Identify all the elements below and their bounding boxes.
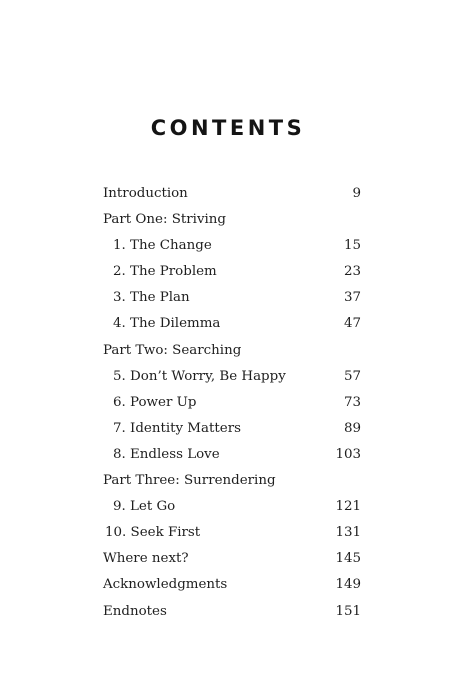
- toc-entry-label: Where next?: [103, 551, 189, 567]
- toc-part-three-heading: [103, 468, 361, 494]
- toc-part-label: Part Three: Surrendering: [103, 473, 276, 489]
- toc-entry-page: 151: [335, 603, 361, 619]
- toc-entry-label: 1. The Change: [113, 238, 212, 254]
- toc-entry-page: 121: [335, 499, 361, 515]
- toc-entry-page: 47: [343, 316, 361, 332]
- toc-entry-label: 9. Let Go: [113, 499, 176, 515]
- toc-entry-page: 9: [352, 186, 361, 201]
- toc-entry-chapter-2: [103, 259, 361, 285]
- toc-part-label: Part Two: Searching: [103, 342, 242, 358]
- toc-part-one-heading: [103, 207, 361, 233]
- toc-entry-chapter-3: [103, 285, 361, 311]
- toc-entry-page: 73: [343, 394, 361, 410]
- toc-entry-page: 103: [335, 446, 361, 462]
- toc-entry-label: Acknowledgments: [103, 577, 228, 593]
- toc-entry-page: 57: [343, 368, 361, 384]
- toc-entry-chapter-5: [103, 364, 361, 390]
- toc-part-label: Part One: Striving: [103, 212, 227, 228]
- toc-entry-page: 15: [343, 238, 361, 254]
- toc-entry-chapter-4: [103, 311, 361, 337]
- toc-entry-label: 2. The Problem: [113, 264, 217, 280]
- toc-entry-label: 5. Don’t Worry, Be Happy: [113, 368, 286, 384]
- toc-entry-label: 4. The Dilemma: [113, 316, 221, 332]
- toc-entry-chapter-1: [103, 233, 361, 259]
- toc-part-two-heading: [103, 338, 361, 364]
- toc-entry-endnotes: [103, 599, 361, 625]
- toc-entry-page: 149: [335, 577, 361, 593]
- toc-entry-page: 145: [335, 551, 361, 567]
- toc-entry-page: 89: [343, 420, 361, 436]
- table-of-contents: [103, 181, 361, 625]
- toc-entry-label: 6. Power Up: [113, 394, 197, 410]
- toc-entry-introduction: [103, 181, 361, 207]
- toc-entry-label: Introduction: [103, 186, 188, 201]
- contents-title: CONTENTS: [150, 116, 306, 140]
- toc-entry-page: 131: [335, 525, 361, 541]
- toc-entry-chapter-7: [103, 416, 361, 442]
- toc-entry-chapter-8: [103, 442, 361, 468]
- toc-entry-chapter-6: [103, 390, 361, 416]
- toc-entry-label: Endnotes: [103, 603, 167, 619]
- toc-entry-acknowledgments: [103, 572, 361, 598]
- toc-entry-label: 10. Seek First: [105, 525, 201, 541]
- toc-entry-page: 37: [343, 290, 361, 306]
- toc-entry-page: 23: [343, 264, 361, 280]
- toc-entry-where-next: [103, 546, 361, 572]
- toc-entry-chapter-10: [103, 520, 361, 546]
- toc-entry-label: 8. Endless Love: [113, 446, 220, 462]
- toc-entry-label: 3. The Plan: [113, 290, 190, 306]
- toc-entry-chapter-9: [103, 494, 361, 520]
- toc-entry-label: 7. Identity Matters: [113, 420, 241, 436]
